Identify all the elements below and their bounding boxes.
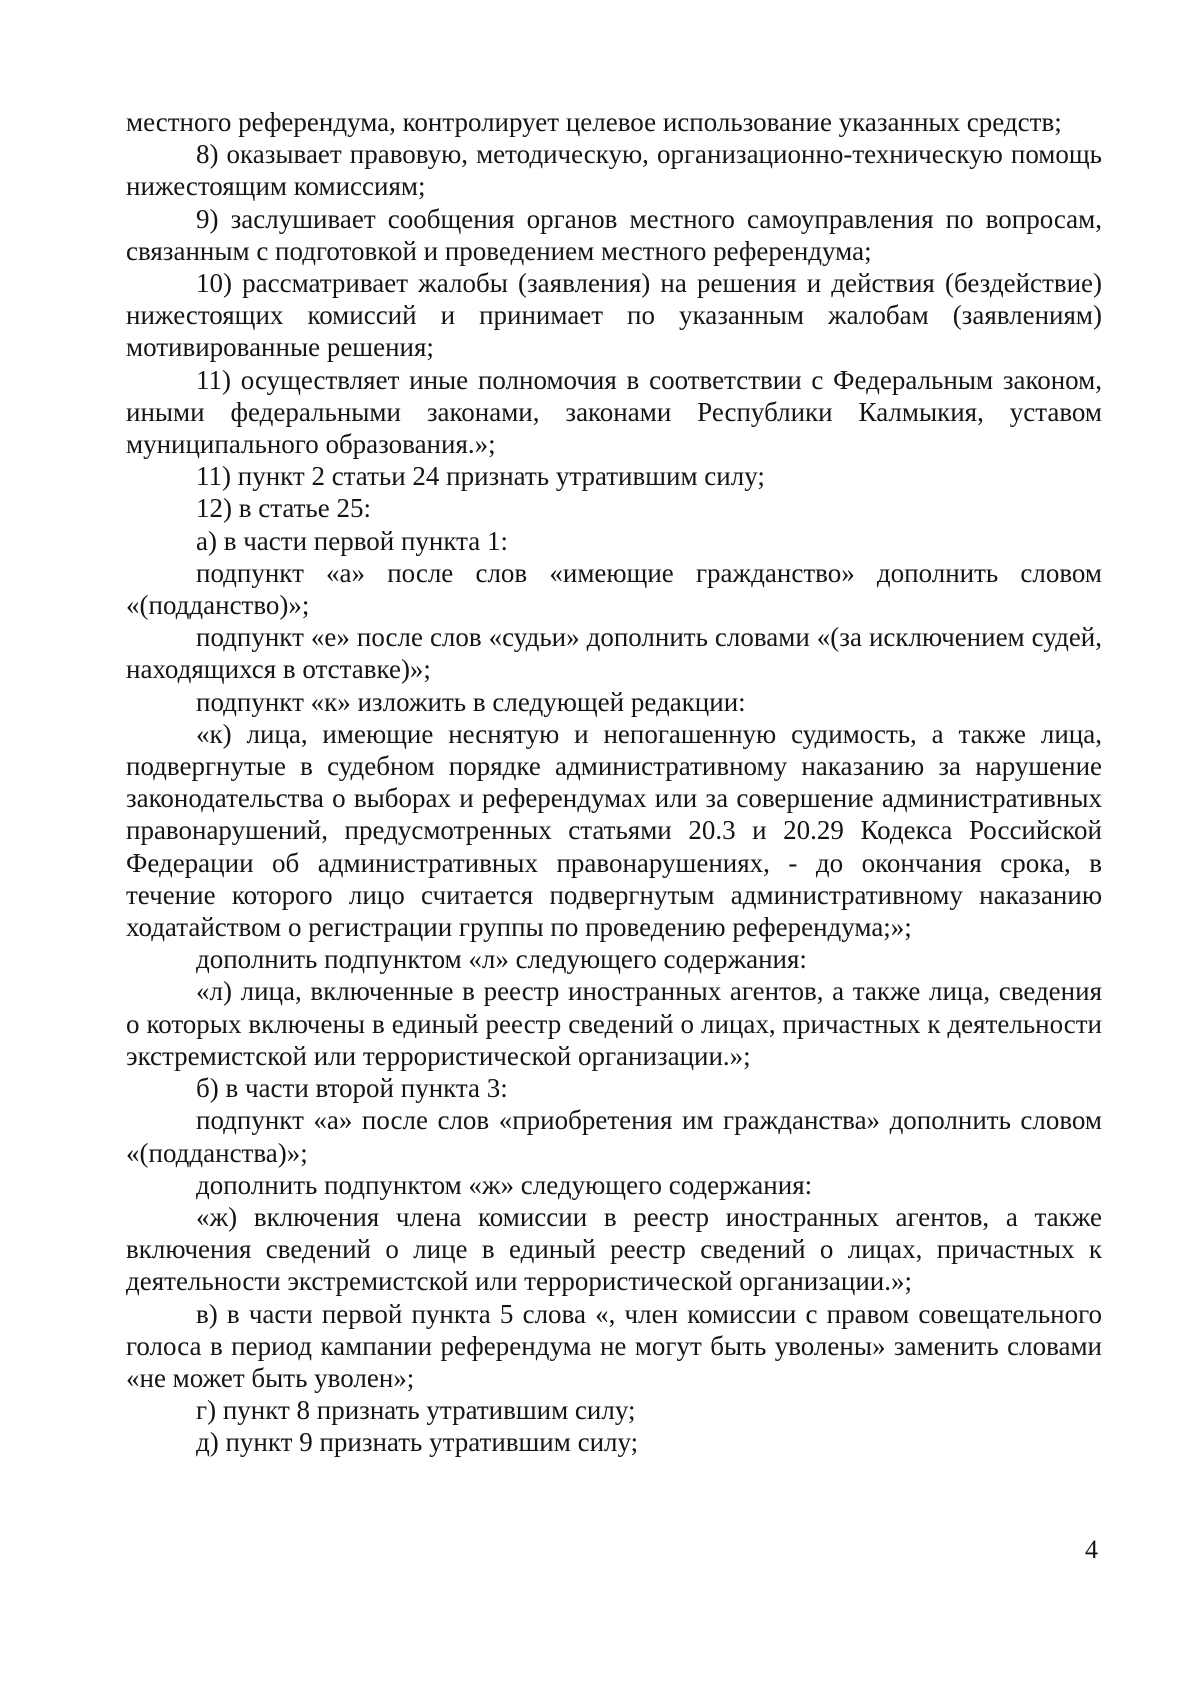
paragraph-6: 11) пункт 2 статьи 24 признать утратившим силу; (196, 461, 765, 492)
paragraph-9: подпункт «а» после слов «имеющие гражданство» дополнить словом «(подданство)»; (126, 557, 1102, 621)
paragraph-18: «ж) включения члена комиссии в реестр иностранных агентов, а также включения сведений о лице в единый реестр сведений о лицах, причастных к деятельности экстремистской или террористической организации.»; (126, 1201, 1102, 1297)
paragraph-19: в) в части первой пункта 5 слова «, член комиссии с правом совещательного голоса в период кампании референдума не могут быть уволены» заменить словами «не может быть уволен»; (126, 1298, 1102, 1393)
paragraph-3: 9) заслушивает сообщения органов местного самоуправления по вопросам, связанным с подготовкой и проведением местного референдума; (126, 203, 1102, 266)
paragraph-7: 12) в статье 25: (196, 493, 371, 524)
paragraph-2: 8) оказывает правовую, методическую, организационно-техническую помощь нижестоящим комиссиям; (126, 139, 1102, 202)
paragraph-17: дополнить подпунктом «ж» следующего содержания: (196, 1169, 813, 1200)
paragraph-13: дополнить подпунктом «л» следующего содержания: (196, 944, 807, 975)
document-body (126, 106, 1102, 1459)
paragraph-21: д) пункт 9 признать утратившим силу; (196, 1427, 639, 1458)
page-number: 4 (1085, 1535, 1098, 1564)
paragraph-15: б) в части второй пункта 3: (196, 1073, 508, 1104)
paragraph-4: 10) рассматривает жалобы (заявления) на решения и действия (бездействие) нижестоящих комиссий и принимает по указанным жалобам (заявлениям) мотивированные решения; (126, 268, 1102, 363)
paragraph-14: «л) лица, включенные в реестр иностранных агентов, а также лица, сведения о которых включены в единый реестр сведений о лицах, причастных к деятельности экстремистской или террористической организации.»; (126, 976, 1102, 1071)
paragraph-11: подпункт «к» изложить в следующей редакции: (196, 686, 746, 717)
paragraph-5: 11) осуществляет иные полномочия в соответствии с Федеральным законом, иными федеральными законами, законами Республики Калмыкия, уставом муниципального образования.»; (126, 364, 1102, 460)
paragraph-20: г) пункт 8 признать утратившим силу; (196, 1395, 636, 1426)
paragraph-12: «к) лица, имеющие неснятую и непогашенную судимость, а также лица, подвергнутые в судебном порядке административному наказанию за нарушение законодательства о выборах и референдумах или за совершение административных правонарушений, предусмотренных статьями 20.3 и 20.29 Кодекса Российской Федерации об административных правонарушениях, - до окончания срока, в течение которого лицо считается подвергнутым административному наказанию ходатайством о регистрации группы по проведению референдума;»; (126, 718, 1102, 943)
paragraph-1: местного референдума, контролирует целевое использование указанных средств; (126, 107, 1062, 137)
paragraph-16: подпункт «а» после слов «приобретения им гражданства» дополнить словом «(подданства)»; (126, 1105, 1102, 1168)
paragraph-8: а) в части первой пункта 1: (196, 525, 508, 556)
paragraph-10: подпункт «е» после слов «судьи» дополнить словами «(за исключением судей, находящихся в отставке)»; (126, 622, 1102, 685)
